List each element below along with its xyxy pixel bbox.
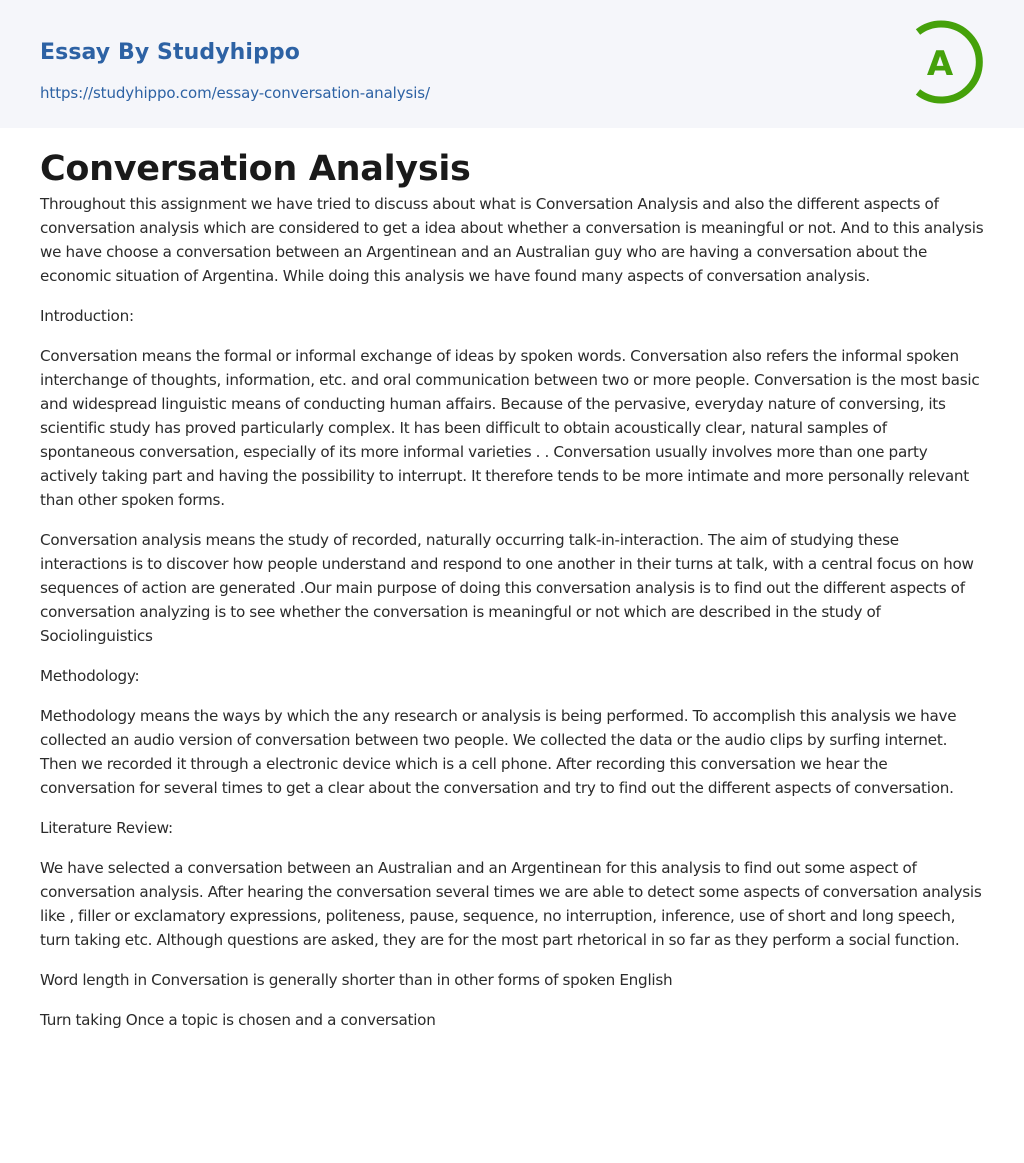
studyhippo-logo-icon[interactable] xyxy=(912,18,988,106)
paragraph-conversation-definition: Conversation means the formal or informal exchange of ideas by spoken words. Conversation also refers the informal spoken interchange of thoughts, information, etc. and oral communication between two or more people. Conversation is the most basic and widespread linguistic means of conducting human affairs. Because of the pervasive, everyday nature of conversing, its scientific study has proved particularly complex. It has been difficult to obtain acoustically clear, natural samples of spontaneous conversation, especially of its more informal varieties . . Conversation usually involves more than one party actively taking part and having the possibility to interrupt. It therefore tends to be more intimate and more personally relevant than other spoken forms. xyxy=(40,347,980,509)
intro-paragraph: Throughout this assignment we have tried to discuss about what is Conversation Analysis and also the different aspects of conversation analysis which are considered to get a idea about whether a conversation is meaningful or not. And to this analysis we have choose a conversation between an Argentinean and an Australian guy who are having a conversation about the economic situation of Argentina. While doing this analysis we have found many aspects of conversation analysis. xyxy=(40,195,984,285)
section-heading-literature-review: Literature Review: xyxy=(40,819,173,837)
section-heading-methodology: Methodology: xyxy=(40,667,140,685)
source-link[interactable]: https://studyhippo.com/essay-conversation-analysis/ xyxy=(40,84,430,102)
page-title: Conversation Analysis xyxy=(40,149,471,189)
logo-letter: A xyxy=(926,44,954,84)
site-header xyxy=(0,0,1024,128)
paragraph-word-length: Word length in Conversation is generally shorter than in other forms of spoken English xyxy=(40,971,673,989)
paragraph-methodology: Methodology means the ways by which the any research or analysis is being performed. To accomplish this analysis we have collected an audio version of conversation between two people. We collected the data or the audio clips by surfing internet. Then we recorded it through a electronic device which is a cell phone. After recording this conversation we hear the conversation for several times to get a clear about the conversation and try to find out the different aspects of conversation. xyxy=(40,707,957,797)
paragraph-literature-review: We have selected a conversation between an Australian and an Argentinean for this analysis to find out some aspect of conversation analysis. After hearing the conversation several times we are able to detect some aspects of conversation analysis like , filler or exclamatory expressions, politeness, pause, sequence, no interruption, inference, use of short and long speech, turn taking etc. Although questions are asked, they are for the most part rhetorical in so far as they perform a social function. xyxy=(40,859,982,949)
essay-content xyxy=(0,128,1024,1032)
brand-title: Essay By Studyhippo xyxy=(40,40,300,65)
paragraph-turn-taking: Turn taking Once a topic is chosen and a conversation xyxy=(40,1011,436,1029)
section-heading-introduction: Introduction: xyxy=(40,307,134,325)
paragraph-conversation-analysis-definition: Conversation analysis means the study of recorded, naturally occurring talk-in-interaction. The aim of studying these interactions is to discover how people understand and respond to one another in their turns at talk, with a central focus on how sequences of action are generated .Our main purpose of doing this conversation analysis is to find out the different aspects of conversation analyzing is to see whether the conversation is meaningful or not which are described in the study of Sociolinguistics xyxy=(40,531,974,645)
